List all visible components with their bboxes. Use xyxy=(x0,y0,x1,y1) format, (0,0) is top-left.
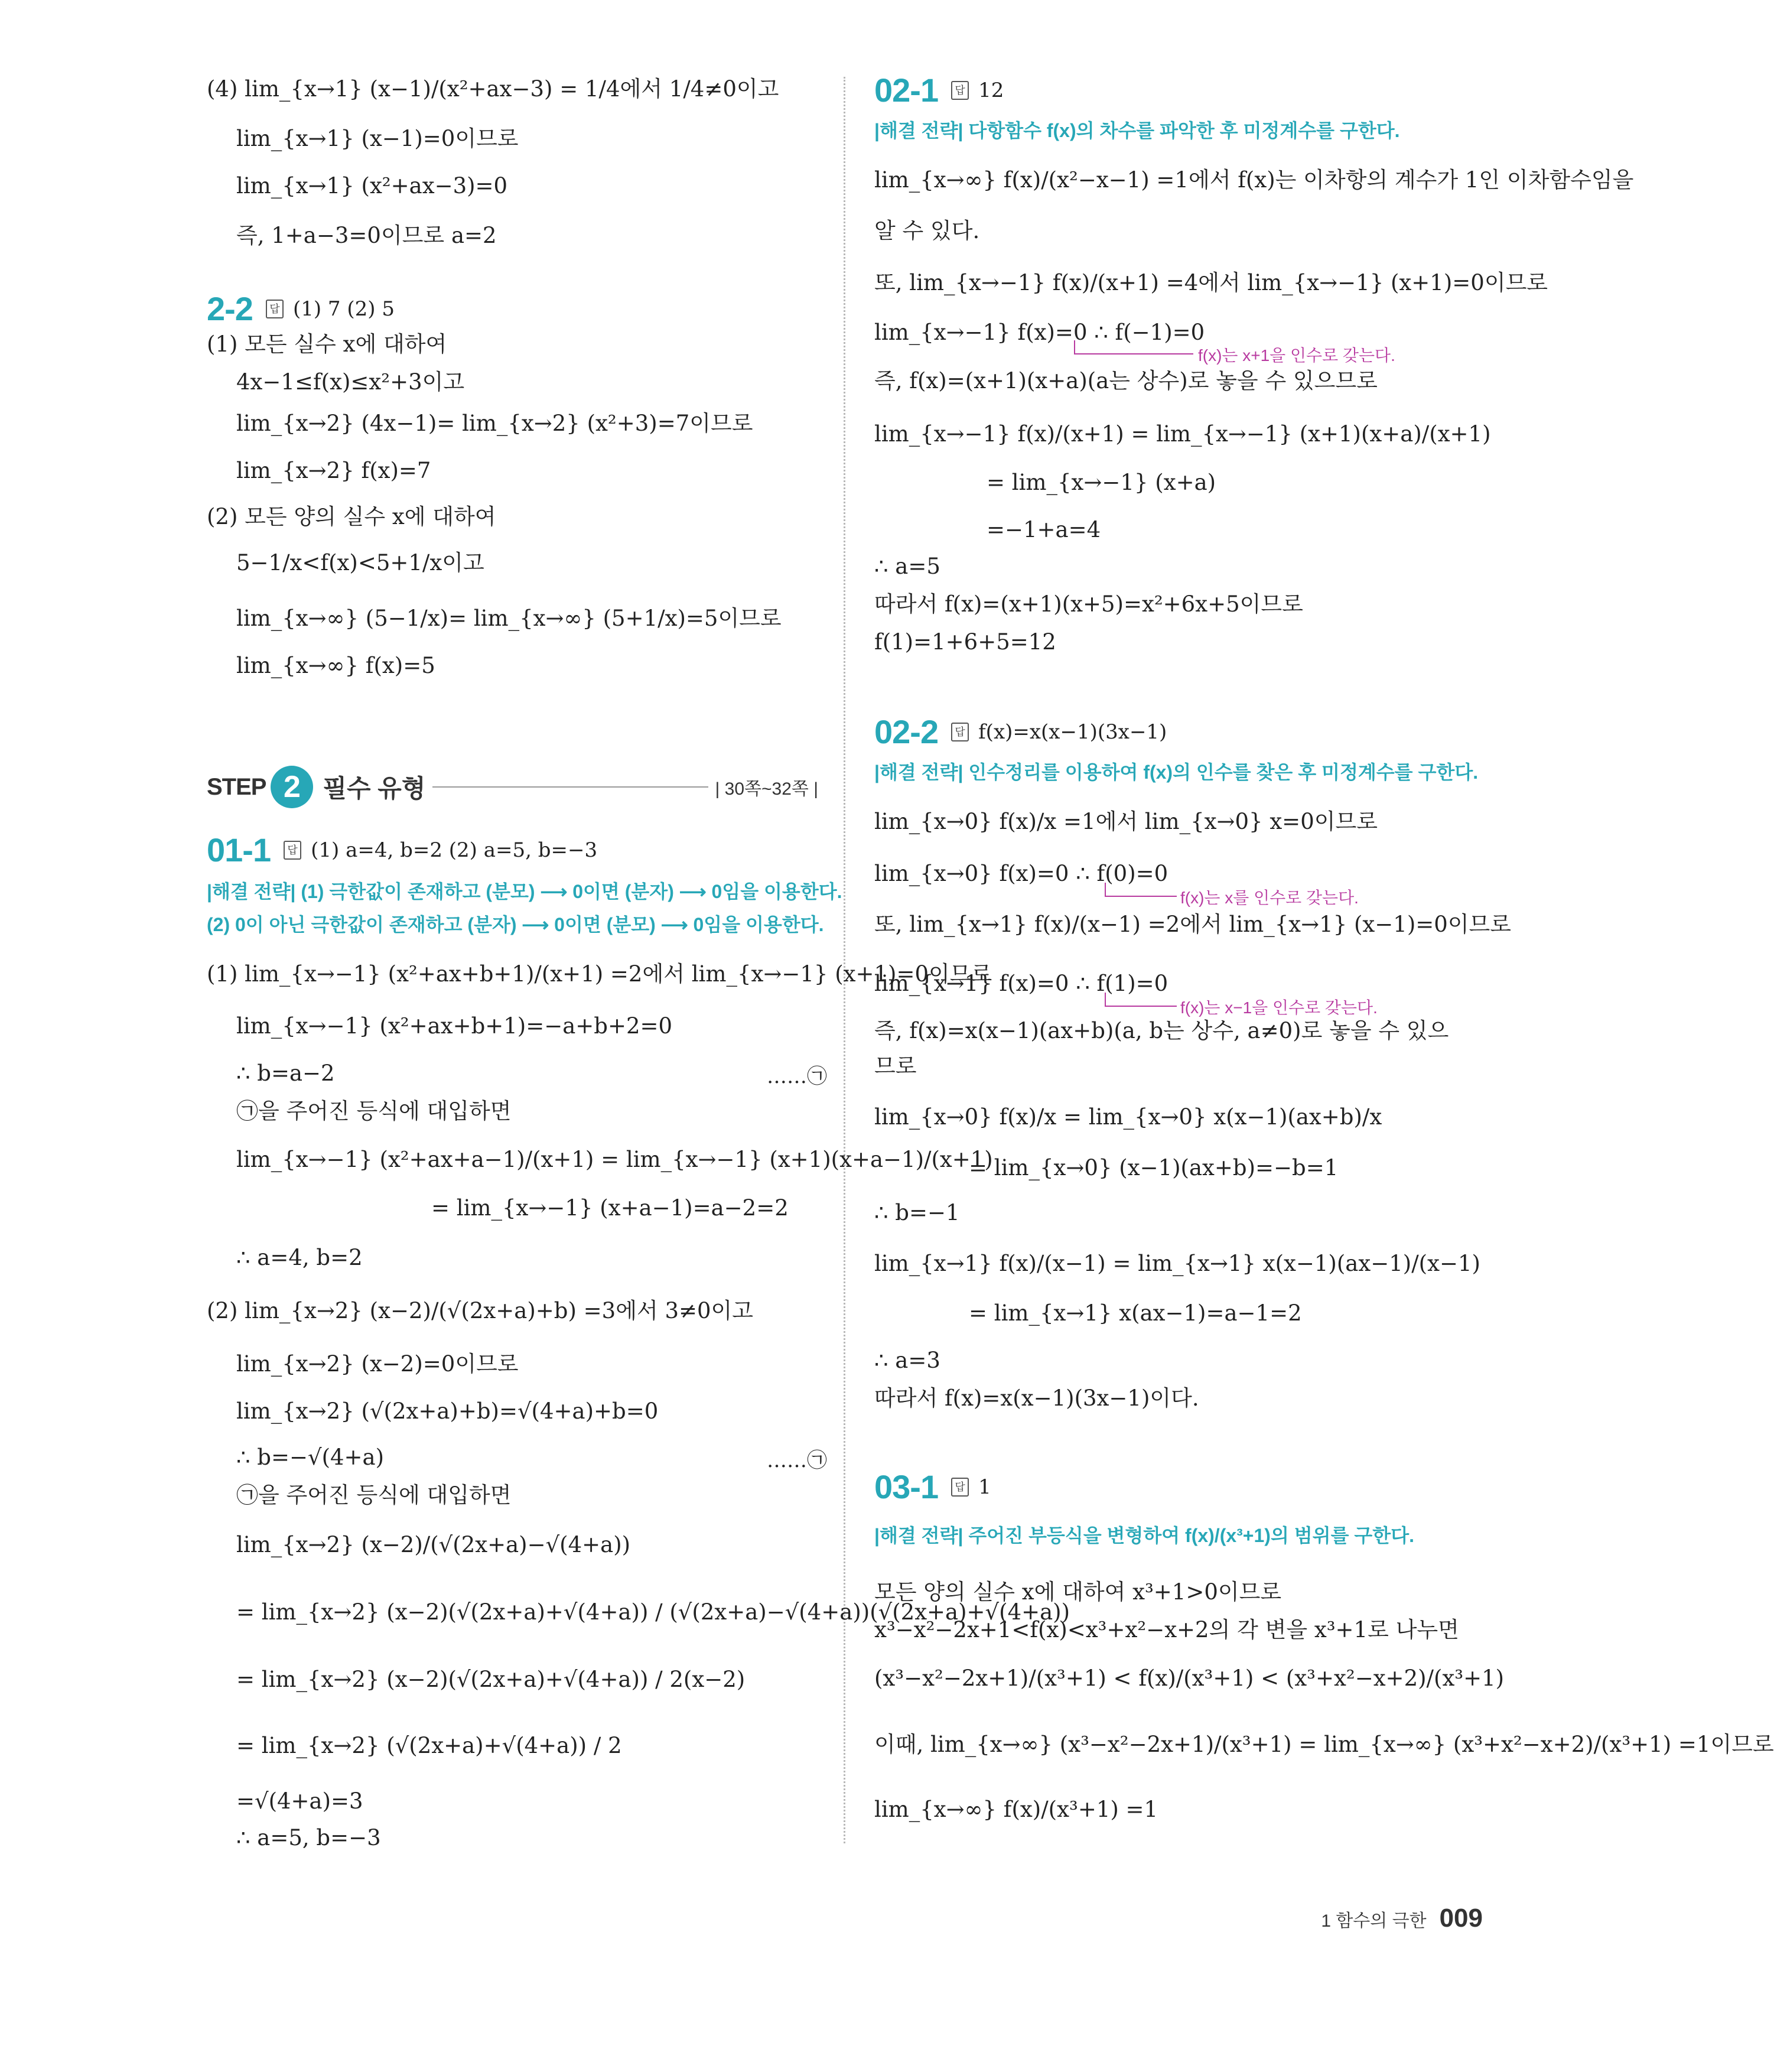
solution-line: lim_{x→−1} (x²+ax+b+1)=−a+b+2=0 xyxy=(236,1013,673,1039)
problem-header-02-2 xyxy=(874,713,1167,751)
solution-line: lim_{x→∞} (5−1/x)= lim_{x→∞} (5+1/x)=5이므로 xyxy=(236,606,782,631)
solution-line: = lim_{x→2} (x−2)(√(2x+a)+√(4+a)) / 2(x−2) xyxy=(236,1667,746,1692)
solution-line: ∴ b=a−2 xyxy=(236,1061,335,1086)
solution-line: ㉠을 주어진 등식에 대입하면 xyxy=(236,1098,512,1124)
answer-icon: 답 xyxy=(284,841,301,860)
solution-line: 즉, f(x)=x(x−1)(ax+b)(a, b는 상수, a≠0)로 놓을 수 있으 xyxy=(874,1018,1449,1043)
strategy-line: |해결 전략| (1) 극한값이 존재하고 (분모) ⟶ 0이면 (분자) ⟶ 0임을 이용한다. xyxy=(207,881,842,902)
solution-line: lim_{x→∞} f(x)/(x²−x−1) =1에서 f(x)는 이차항의 계수가 1인 이차함수임을 xyxy=(874,167,1634,193)
solution-line: 5−1/x<f(x)<5+1/x이고 xyxy=(236,550,484,575)
solution-line: lim_{x→∞} f(x)=5 xyxy=(236,653,435,678)
solution-line: (1) 모든 실수 x에 대하여 xyxy=(207,331,447,357)
solution-line: 즉, 1+a−3=0이므로 a=2 xyxy=(236,223,497,248)
note-pointer xyxy=(1105,883,1177,897)
solution-line: lim_{x→1} f(x)=0 ∴ f(1)=0 xyxy=(874,971,1168,996)
solution-line: 이때, lim_{x→∞} (x³−x²−2x+1)/(x³+1) = lim_{x→∞} (x³+x²−x+2)/(x³+1) =1이므로 xyxy=(874,1732,1774,1757)
problem-answer: (1) a=4, b=2 (2) a=5, b=−3 xyxy=(311,838,598,862)
problem-number: 01-1 xyxy=(207,831,271,869)
solution-line: = lim_{x→2} (x−2)(√(2x+a)+√(4+a)) / (√(2x+a)−√(4+a))(√(2x+a)+√(4+a)) xyxy=(236,1599,1070,1625)
strategy-line: |해결 전략| 주어진 부등식을 변형하여 f(x)/(x³+1)의 범위를 구한다. xyxy=(874,1525,1415,1546)
solution-line: ∴ b=−1 xyxy=(874,1200,960,1225)
step-banner xyxy=(207,766,818,808)
problem-number: 02-1 xyxy=(874,71,939,109)
strategy-line: |해결 전략| 다항함수 f(x)의 차수를 파악한 후 미정계수를 구한다. xyxy=(874,120,1400,141)
answer-icon: 답 xyxy=(951,723,969,741)
solution-line: lim_{x→1} f(x)/(x−1) = lim_{x→1} x(x−1)(ax−1)/(x−1) xyxy=(874,1251,1480,1276)
answer-icon: 답 xyxy=(951,81,969,100)
solution-line: lim_{x→−1} f(x)/(x+1) = lim_{x→−1} (x+1)(x+a)/(x+1) xyxy=(874,421,1491,447)
solution-line: lim_{x→1} (x−1)=0이므로 xyxy=(236,126,519,151)
solution-line: lim_{x→2} (x−2)/(√(2x+a)−√(4+a)) xyxy=(236,1532,631,1557)
equation-mark: ……㉠ xyxy=(767,1449,827,1472)
solution-line: (1) lim_{x→−1} (x²+ax+b+1)/(x+1) =2에서 lim_{x→−1} (x+1)=0이므로 xyxy=(207,961,992,987)
equation-mark: ……㉠ xyxy=(767,1065,827,1088)
solution-line: f(1)=1+6+5=12 xyxy=(874,629,1056,655)
solution-line: 따라서 f(x)=(x+1)(x+5)=x²+6x+5이므로 xyxy=(874,591,1303,617)
solution-line: 따라서 f(x)=x(x−1)(3x−1)이다. xyxy=(874,1385,1199,1411)
problem-answer: 1 xyxy=(978,1475,991,1499)
problem-header-01-1 xyxy=(207,831,597,869)
solution-line: lim_{x→2} (x−2)=0이므로 xyxy=(236,1351,519,1377)
step-label: STEP xyxy=(207,773,266,800)
solution-line: ∴ a=5, b=−3 xyxy=(236,1825,381,1850)
solution-line: ∴ b=−√(4+a) xyxy=(236,1445,385,1470)
step-number: 2 xyxy=(271,766,313,808)
solution-line: x³−x²−2x+1<f(x)<x³+x²−x+2의 각 변을 x³+1로 나누면 xyxy=(874,1617,1459,1642)
solution-line: ∴ a=3 xyxy=(874,1348,940,1373)
problem-number: 02-2 xyxy=(874,713,939,750)
problem-header-02-1 xyxy=(874,71,1004,109)
factor-note: f(x)는 x를 인수로 갖는다. xyxy=(1180,889,1359,907)
page-footer xyxy=(1321,1904,1483,1933)
solution-line: ∴ a=5 xyxy=(874,554,940,579)
solution-line: lim_{x→1} (x²+ax−3)=0 xyxy=(236,173,508,199)
solution-line: = lim_{x→1} x(ax−1)=a−1=2 xyxy=(969,1300,1302,1326)
solution-line: lim_{x→−1} (x²+ax+a−1)/(x+1) = lim_{x→−1} (x+1)(x+a−1)/(x+1) xyxy=(236,1147,993,1172)
solution-line: (x³−x²−2x+1)/(x³+1) < f(x)/(x³+1) < (x³+x²−x+2)/(x³+1) xyxy=(874,1666,1505,1691)
solution-line: lim_{x→∞} f(x)/(x³+1) =1 xyxy=(874,1797,1158,1822)
solution-line: = lim_{x→−1} (x+a−1)=a−2=2 xyxy=(431,1195,789,1221)
solution-line: = lim_{x→0} (x−1)(ax+b)=−b=1 xyxy=(969,1155,1339,1180)
solution-line: =−1+a=4 xyxy=(987,517,1101,542)
solution-line: (2) 모든 양의 실수 x에 대하여 xyxy=(207,504,496,529)
solution-line: ∴ a=4, b=2 xyxy=(236,1245,363,1270)
solution-line: ㉠을 주어진 등식에 대입하면 xyxy=(236,1482,512,1508)
page-number: 009 xyxy=(1439,1904,1483,1933)
answer-icon: 답 xyxy=(266,300,284,318)
solution-line: lim_{x→2} f(x)=7 xyxy=(236,458,431,483)
solution-line: lim_{x→0} f(x)/x =1에서 lim_{x→0} x=0이므로 xyxy=(874,809,1378,834)
note-pointer xyxy=(1105,993,1177,1007)
solution-line: 또, lim_{x→1} f(x)/(x−1) =2에서 lim_{x→1} (x−1)=0이므로 xyxy=(874,912,1512,937)
chapter-label: 1 함수의 극한 xyxy=(1321,1911,1427,1931)
strategy-line: (2) 0이 아닌 극한값이 존재하고 (분자) ⟶ 0이면 (분모) ⟶ 0임을 이용한다. xyxy=(207,914,824,935)
column-divider xyxy=(844,77,845,1843)
factor-note: f(x)는 x−1을 인수로 갖는다. xyxy=(1180,998,1378,1017)
problem-number: 2-2 xyxy=(207,290,253,327)
solution-line: 4x−1≤f(x)≤x²+3이고 xyxy=(236,369,465,395)
solution-line: lim_{x→0} f(x)=0 ∴ f(0)=0 xyxy=(874,861,1168,886)
problem-number: 03-1 xyxy=(874,1468,939,1505)
step-pages: | 30쪽~32쪽 | xyxy=(715,779,818,799)
problem-header-03-1 xyxy=(874,1468,991,1506)
answer-icon: 답 xyxy=(951,1478,969,1497)
solution-line: lim_{x→0} f(x)/x = lim_{x→0} x(x−1)(ax+b)/x xyxy=(874,1104,1382,1130)
note-pointer xyxy=(1074,340,1193,354)
solution-line: 알 수 있다. xyxy=(874,218,980,243)
solution-line: 또, lim_{x→−1} f(x)/(x+1) =4에서 lim_{x→−1} (x+1)=0이므로 xyxy=(874,270,1548,295)
solution-line: 모든 양의 실수 x에 대하여 x³+1>0이므로 xyxy=(874,1579,1282,1605)
solution-line: 즉, f(x)=(x+1)(x+a)(a는 상수)로 놓을 수 있으므로 xyxy=(874,368,1378,393)
solution-line: 므로 xyxy=(874,1053,917,1079)
problem-header-2-2 xyxy=(207,290,395,328)
step-title: 필수 유형 xyxy=(323,775,426,802)
problem-answer: f(x)=x(x−1)(3x−1) xyxy=(978,720,1167,744)
strategy-line: |해결 전략| 인수정리를 이용하여 f(x)의 인수를 찾은 후 미정계수를 구한다. xyxy=(874,762,1479,783)
solution-line: (2) lim_{x→2} (x−2)/(√(2x+a)+b) =3에서 3≠0이고 xyxy=(207,1298,754,1323)
solution-line: = lim_{x→−1} (x+a) xyxy=(987,470,1216,495)
factor-note: f(x)는 x+1을 인수로 갖는다. xyxy=(1198,346,1395,365)
solution-line: = lim_{x→2} (√(2x+a)+√(4+a)) / 2 xyxy=(236,1733,622,1758)
solution-line: (4) lim_{x→1} (x−1)/(x²+ax−3) = 1/4에서 1/4≠0이고 xyxy=(207,76,779,102)
solution-line: lim_{x→2} (√(2x+a)+b)=√(4+a)+b=0 xyxy=(236,1398,659,1424)
problem-answer: 12 xyxy=(978,78,1004,102)
step-rule xyxy=(432,786,708,788)
solution-line: =√(4+a)=3 xyxy=(236,1788,363,1814)
problem-answer: (1) 7 (2) 5 xyxy=(292,297,395,321)
solution-line: lim_{x→−1} f(x)=0 ∴ f(−1)=0 xyxy=(874,320,1205,345)
solution-line: lim_{x→2} (4x−1)= lim_{x→2} (x²+3)=7이므로 xyxy=(236,411,753,436)
